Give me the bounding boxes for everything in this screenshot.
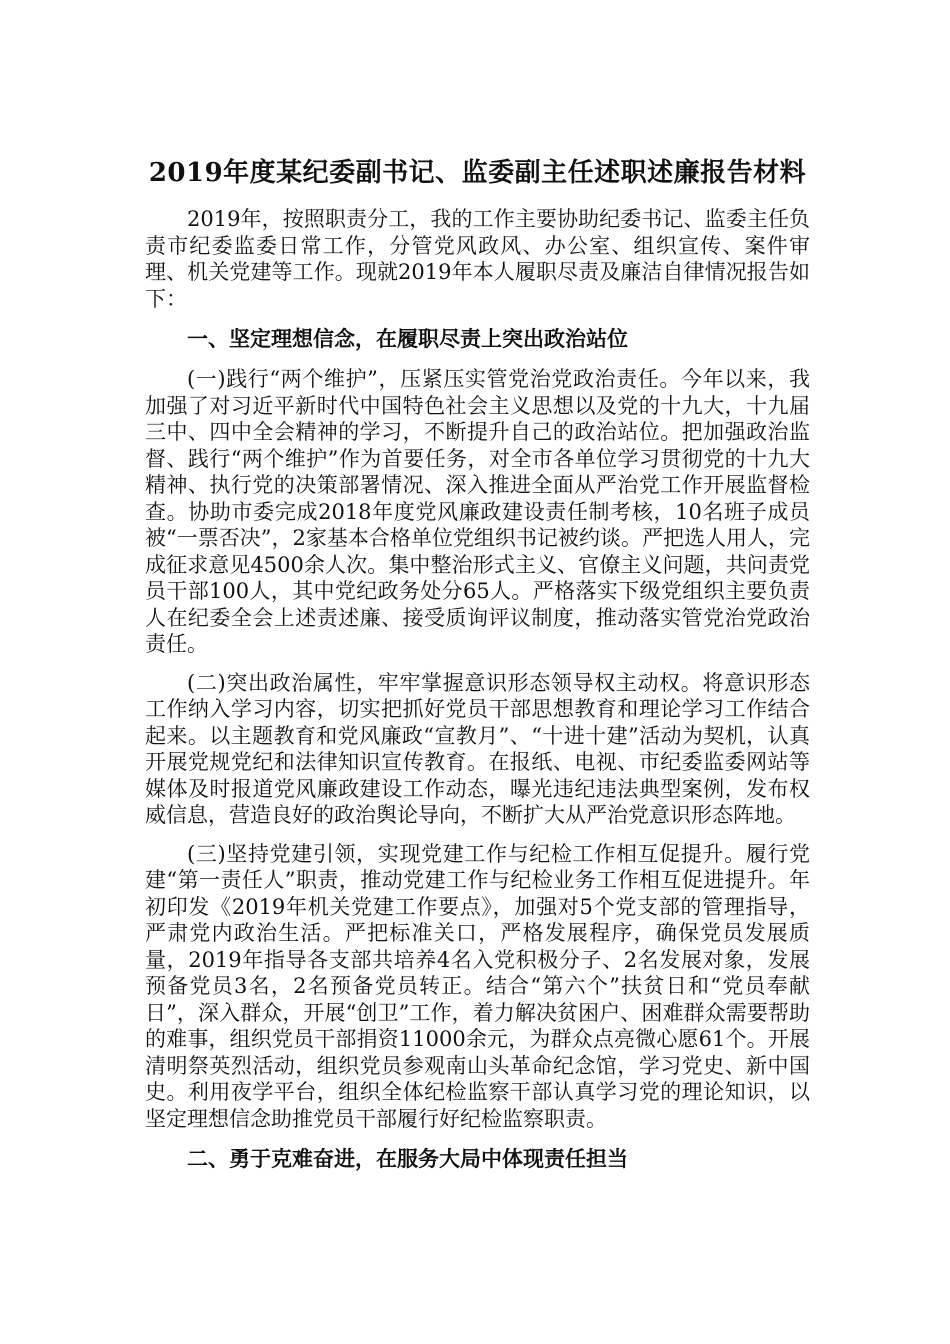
- section-1-paragraph-2: (二)突出政治属性，牢牢掌握意识形态领导权主动权。将意识形态工作纳入学习内容，切实把抓好党员干部思想教育和理论学习工作结合起来。以主题教育和党风廉政“宣教月”、“十进十建”活动为契机，认真开展党规党纪和法律知识宣传教育。在报纸、电视、市纪委监委网站等媒体及时报道党风廉政建设工作动态，曝光违纪违法典型案例，发布权威信息，营造良好的政治舆论导向，不断扩大从严治党意识形态阵地。: [145, 670, 810, 827]
- document-title: 2019年度某纪委副书记、监委副主任述职述廉报告材料: [148, 158, 807, 188]
- document-body: [145, 206, 810, 1174]
- intro-paragraph: 2019年，按照职责分工，我的工作主要协助纪委书记、监委主任负责市纪委监委日常工作，分管党风政风、办公室、组织宣传、案件审理、机关党建等工作。现就2019年本人履职尽责及廉洁自律情况报告如下：: [145, 207, 810, 311]
- section-1-paragraph-3: (三)坚持党建引领，实现党建工作与纪检工作相互促提升。履行党建“第一责任人”职责，推动党建工作与纪检业务工作相互促进提升。年初印发《2019年机关党建工作要点》，加强对5个党支部的管理指导，严肃党内政治生活。严把标准关口，严格发展程序，确保党员发展质量，2019年指导各支部共培养4名入党积极分子、2名发展对象，发展预备党员3名，2名预备党员转正。结合“第六个”扶贫日和“党员奉献日”，深入群众，开展“创卫”工作，着力解决贫困户、困难群众需要帮助的难事，组织党员干部捐资11000余元，为群众点亮微心愿61个。开展清明祭英烈活动，组织党员参观南山头革命纪念馆，学习党史、新中国史。利用夜学平台，组织全体纪检监察干部认真学习党的理论知识，以坚定理想信念助推党员干部履行好纪检监察职责。: [145, 841, 810, 1131]
- document-page: [145, 150, 810, 1186]
- section-1-paragraph-1: (一)践行“两个维护”，压紧压实管党治党政治责任。今年以来，我加强了对习近平新时代中国特色社会主义思想以及党的十九大，十九届三中、四中全会精神的学习，不断提升自己的政治站位。把加强政治监督、践行“两个维护”作为首要任务，对全市各单位学习贯彻党的十九大精神、执行党的决策部署情况、深入推进全面从严治党工作开展监督检查。协助市委完成2018年度党风廉政建设责任制考核，10名班子成员被“一票否决”，2家基本合格单位党组织书记被约谈。严把选人用人，完成征求意见4500余人次。集中整治形式主义、官僚主义问题，共问责党员干部100人，其中党纪政务处分65人。严格落实下级党组织主要负责人在纪委全会上述责述廉、接受质询评议制度，推动落实管党治党政治责任。: [145, 367, 810, 656]
- section-1-heading: 一、坚定理想信念，在履职尽责上突出政治站位: [187, 326, 628, 351]
- section-2-heading: 二、勇于克难奋进，在服务大局中体现责任担当: [187, 1146, 628, 1171]
